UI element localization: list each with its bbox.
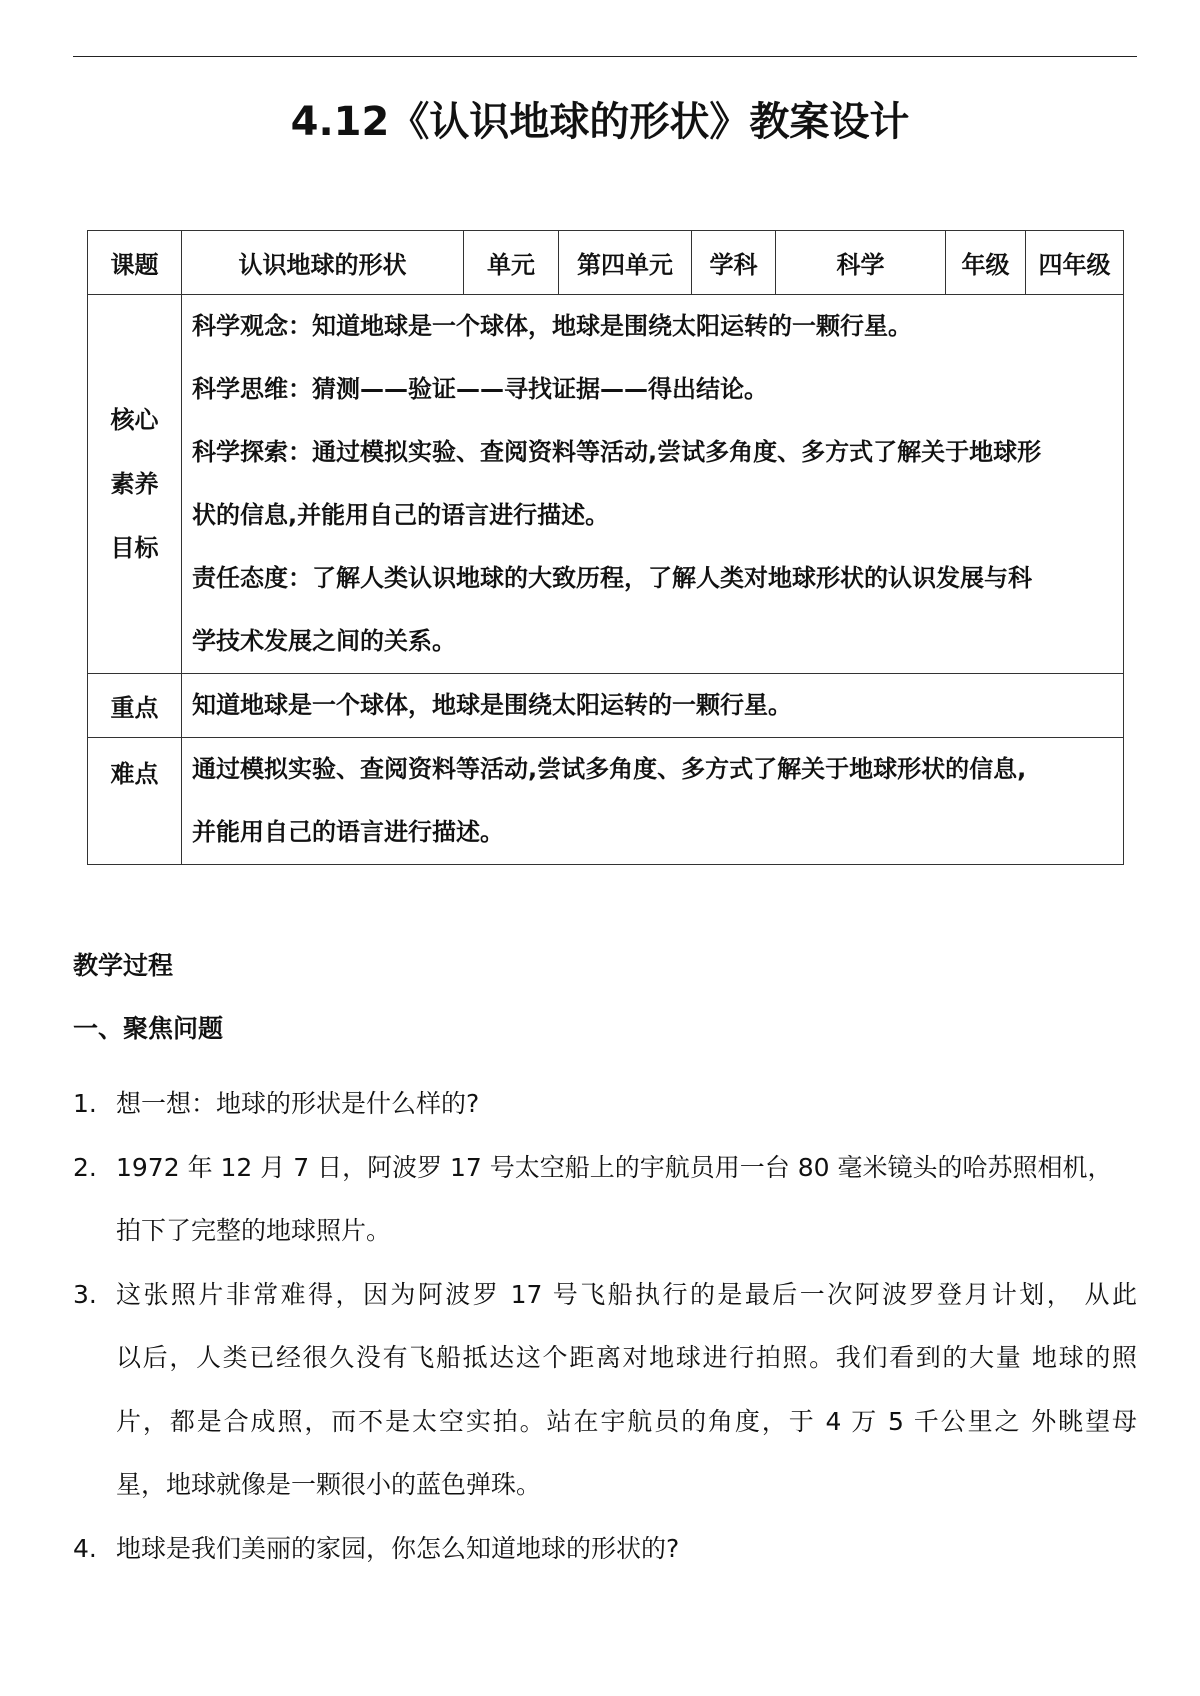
goal-line: 科学观念：知道地球是一个球体，地球是围绕太阳运转的一颗行星。 — [192, 312, 912, 340]
key-point-row — [88, 674, 1124, 738]
list-line: 以后，人类已经很久没有飞船抵达这个距离对地球进行拍照。我们看到的大量 地球的照 — [116, 1343, 1137, 1372]
list-line: 片，都是合成照，而不是太空实拍。站在宇航员的角度，于 4 万 5 千公里之 外眺望母 — [116, 1406, 1137, 1436]
goal-line: 科学探索：通过模拟实验、查阅资料等活动,尝试多角度、多方式了解关于地球形 — [192, 438, 1042, 466]
header-rule — [73, 56, 1137, 57]
goals-content — [182, 295, 1124, 674]
difficulty-row — [88, 738, 1124, 865]
list-item — [73, 1072, 1137, 1136]
list-line: 1972 年 12 月 7 日，阿波罗 17 号太空船上的宇航员用一台 80 毫米镜头的哈苏照相机， — [116, 1152, 1113, 1182]
list-line: 地球是我们美丽的家园，你怎么知道地球的形状的? — [116, 1533, 680, 1563]
goal-line: 学技术发展之间的关系。 — [192, 627, 456, 655]
topic-value: 认识地球的形状 — [182, 231, 464, 295]
list-line: 这张照片非常难得，因为阿波罗 17 号飞船执行的是最后一次阿波罗登月计划， 从此 — [116, 1279, 1137, 1309]
key-point-text: 知道地球是一个球体，地球是围绕太阳运转的一颗行星。 — [182, 674, 1124, 738]
process-heading: 教学过程 — [73, 951, 174, 980]
goal-line: 状的信息,并能用自己的语言进行描述。 — [192, 501, 610, 529]
unit-label: 单元 — [464, 231, 559, 295]
difficulty-line: 并能用自己的语言进行描述。 — [192, 818, 504, 846]
goal-line: 科学思维：猜测——验证——寻找证据——得出结论。 — [192, 375, 768, 403]
difficulty-label: 难点 — [88, 738, 182, 865]
key-point-label: 重点 — [88, 674, 182, 738]
goals-label-line: 素养 — [110, 470, 159, 498]
lesson-info-table — [87, 230, 1124, 865]
subject-label: 学科 — [692, 231, 776, 295]
list-item — [73, 1263, 1137, 1517]
goals-row — [88, 295, 1124, 674]
section-heading: 一、聚焦问题 — [73, 1014, 224, 1043]
table-header-row — [88, 231, 1124, 295]
grade-value: 四年级 — [1026, 231, 1124, 295]
difficulty-content — [182, 738, 1124, 865]
list-number: 4. — [73, 1533, 97, 1563]
list-item — [73, 1136, 1137, 1263]
question-list — [73, 1072, 1137, 1580]
list-number: 1. — [73, 1089, 97, 1118]
list-number: 2. — [73, 1152, 97, 1182]
goal-line: 责任态度：了解人类认识地球的大致历程，了解人类对地球形状的认识发展与科 — [192, 564, 1032, 592]
list-number: 3. — [73, 1279, 97, 1309]
subject-value: 科学 — [776, 231, 946, 295]
list-line: 想一想：地球的形状是什么样的? — [116, 1089, 480, 1118]
topic-label: 课题 — [88, 231, 182, 295]
difficulty-line: 通过模拟实验、查阅资料等活动,尝试多角度、多方式了解关于地球形状的信息, — [192, 755, 1027, 783]
goals-label — [88, 295, 182, 674]
grade-label: 年级 — [946, 231, 1026, 295]
unit-value: 第四单元 — [559, 231, 692, 295]
document-title: 4.12《认识地球的形状》教案设计 — [290, 99, 910, 145]
goals-label-line: 核心 — [110, 406, 159, 434]
list-item — [73, 1517, 1137, 1581]
goals-label-line: 目标 — [110, 534, 159, 562]
list-line: 星，地球就像是一颗很小的蓝色弹珠。 — [116, 1470, 542, 1499]
list-line: 拍下了完整的地球照片。 — [116, 1216, 392, 1245]
